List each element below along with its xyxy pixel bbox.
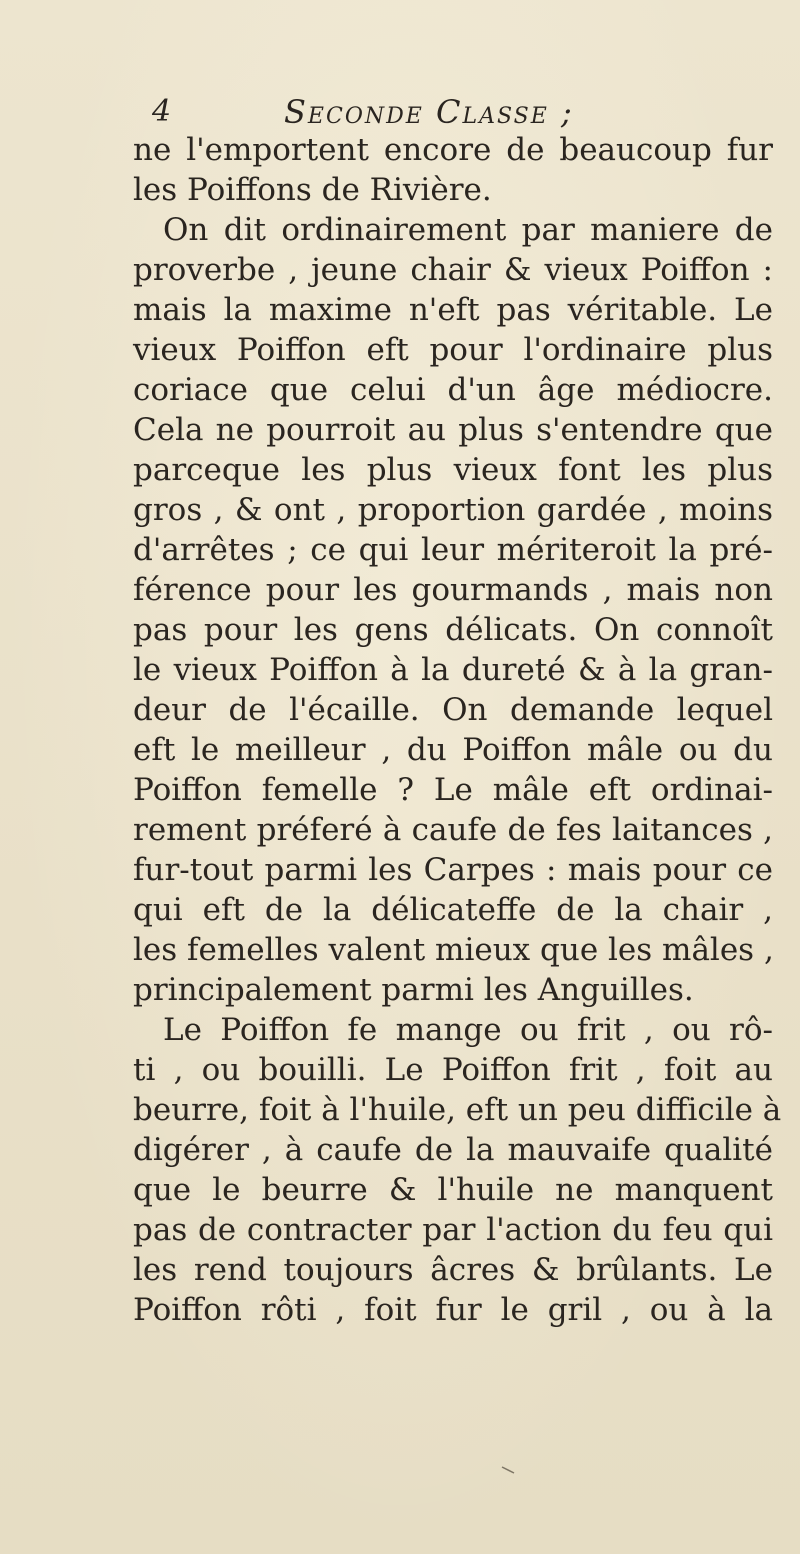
running-head: Seconde Classe ; — [284, 93, 574, 131]
text-line: deur de l'écaille. On demande lequel — [133, 692, 773, 728]
text-line: qui eft de la délicateffe de la chair , — [133, 892, 773, 928]
text-line: les Poiffons de Rivière. — [133, 172, 492, 208]
text-line: coriace que celui d'un âge médiocre. — [133, 372, 773, 408]
text-line: fur-tout parmi les Carpes : mais pour ce — [133, 852, 773, 888]
paragraph-start-line: On dit ordinairement par maniere de — [163, 212, 773, 248]
text-line: les femelles valent mieux que les mâles , — [133, 932, 774, 968]
text-line: ti , ou bouilli. Le Poiffon frit , foit au — [133, 1052, 773, 1088]
body-text — [133, 130, 782, 1330]
ink-mark — [500, 1460, 520, 1470]
text-line: Poiffon femelle ? Le mâle eft ordinai- — [133, 772, 773, 808]
text-line: proverbe , jeune chair & vieux Poiffon : — [133, 252, 773, 288]
text-line: eft le meilleur , du Poiffon mâle ou du — [133, 732, 773, 768]
text-line: d'arrêtes ; ce qui leur mériteroit la pré- — [133, 532, 773, 568]
text-line: beurre, foit à l'huile, eft un peu difficile à — [133, 1092, 782, 1128]
text-line: le vieux Poiffon à la dureté & à la gran- — [133, 652, 773, 688]
text-line: Poiffon rôti , foit fur le gril , ou à la — [133, 1292, 773, 1328]
page-number: 4 — [152, 94, 172, 129]
text-line: mais la maxime n'eft pas véritable. Le — [133, 292, 773, 328]
page-header — [152, 92, 672, 132]
text-line: gros , & ont , proportion gardée , moins — [133, 492, 773, 528]
text-line: pas pour les gens délicats. On connoît — [133, 612, 773, 648]
text-line: parceque les plus vieux font les plus — [133, 452, 773, 488]
paragraph-start-line: Le Poiffon fe mange ou frit , ou rô- — [163, 1012, 773, 1048]
text-line: les rend toujours âcres & brûlants. Le — [133, 1252, 773, 1288]
text-line: pas de contracter par l'action du feu qui — [133, 1212, 773, 1248]
text-line: vieux Poiffon eft pour l'ordinaire plus — [133, 332, 773, 368]
text-line: principalement parmi les Anguilles. — [133, 972, 694, 1008]
text-line: digérer , à caufe de la mauvaife qualité — [133, 1132, 773, 1168]
text-line: Cela ne pourroit au plus s'entendre que — [133, 412, 773, 448]
text-line: que le beurre & l'huile ne manquent — [133, 1172, 773, 1208]
text-line: férence pour les gourmands , mais non — [133, 572, 773, 608]
text-line: ne l'emportent encore de beaucoup fur — [133, 132, 773, 168]
text-line: rement préferé à caufe de fes laitances , — [133, 812, 773, 848]
